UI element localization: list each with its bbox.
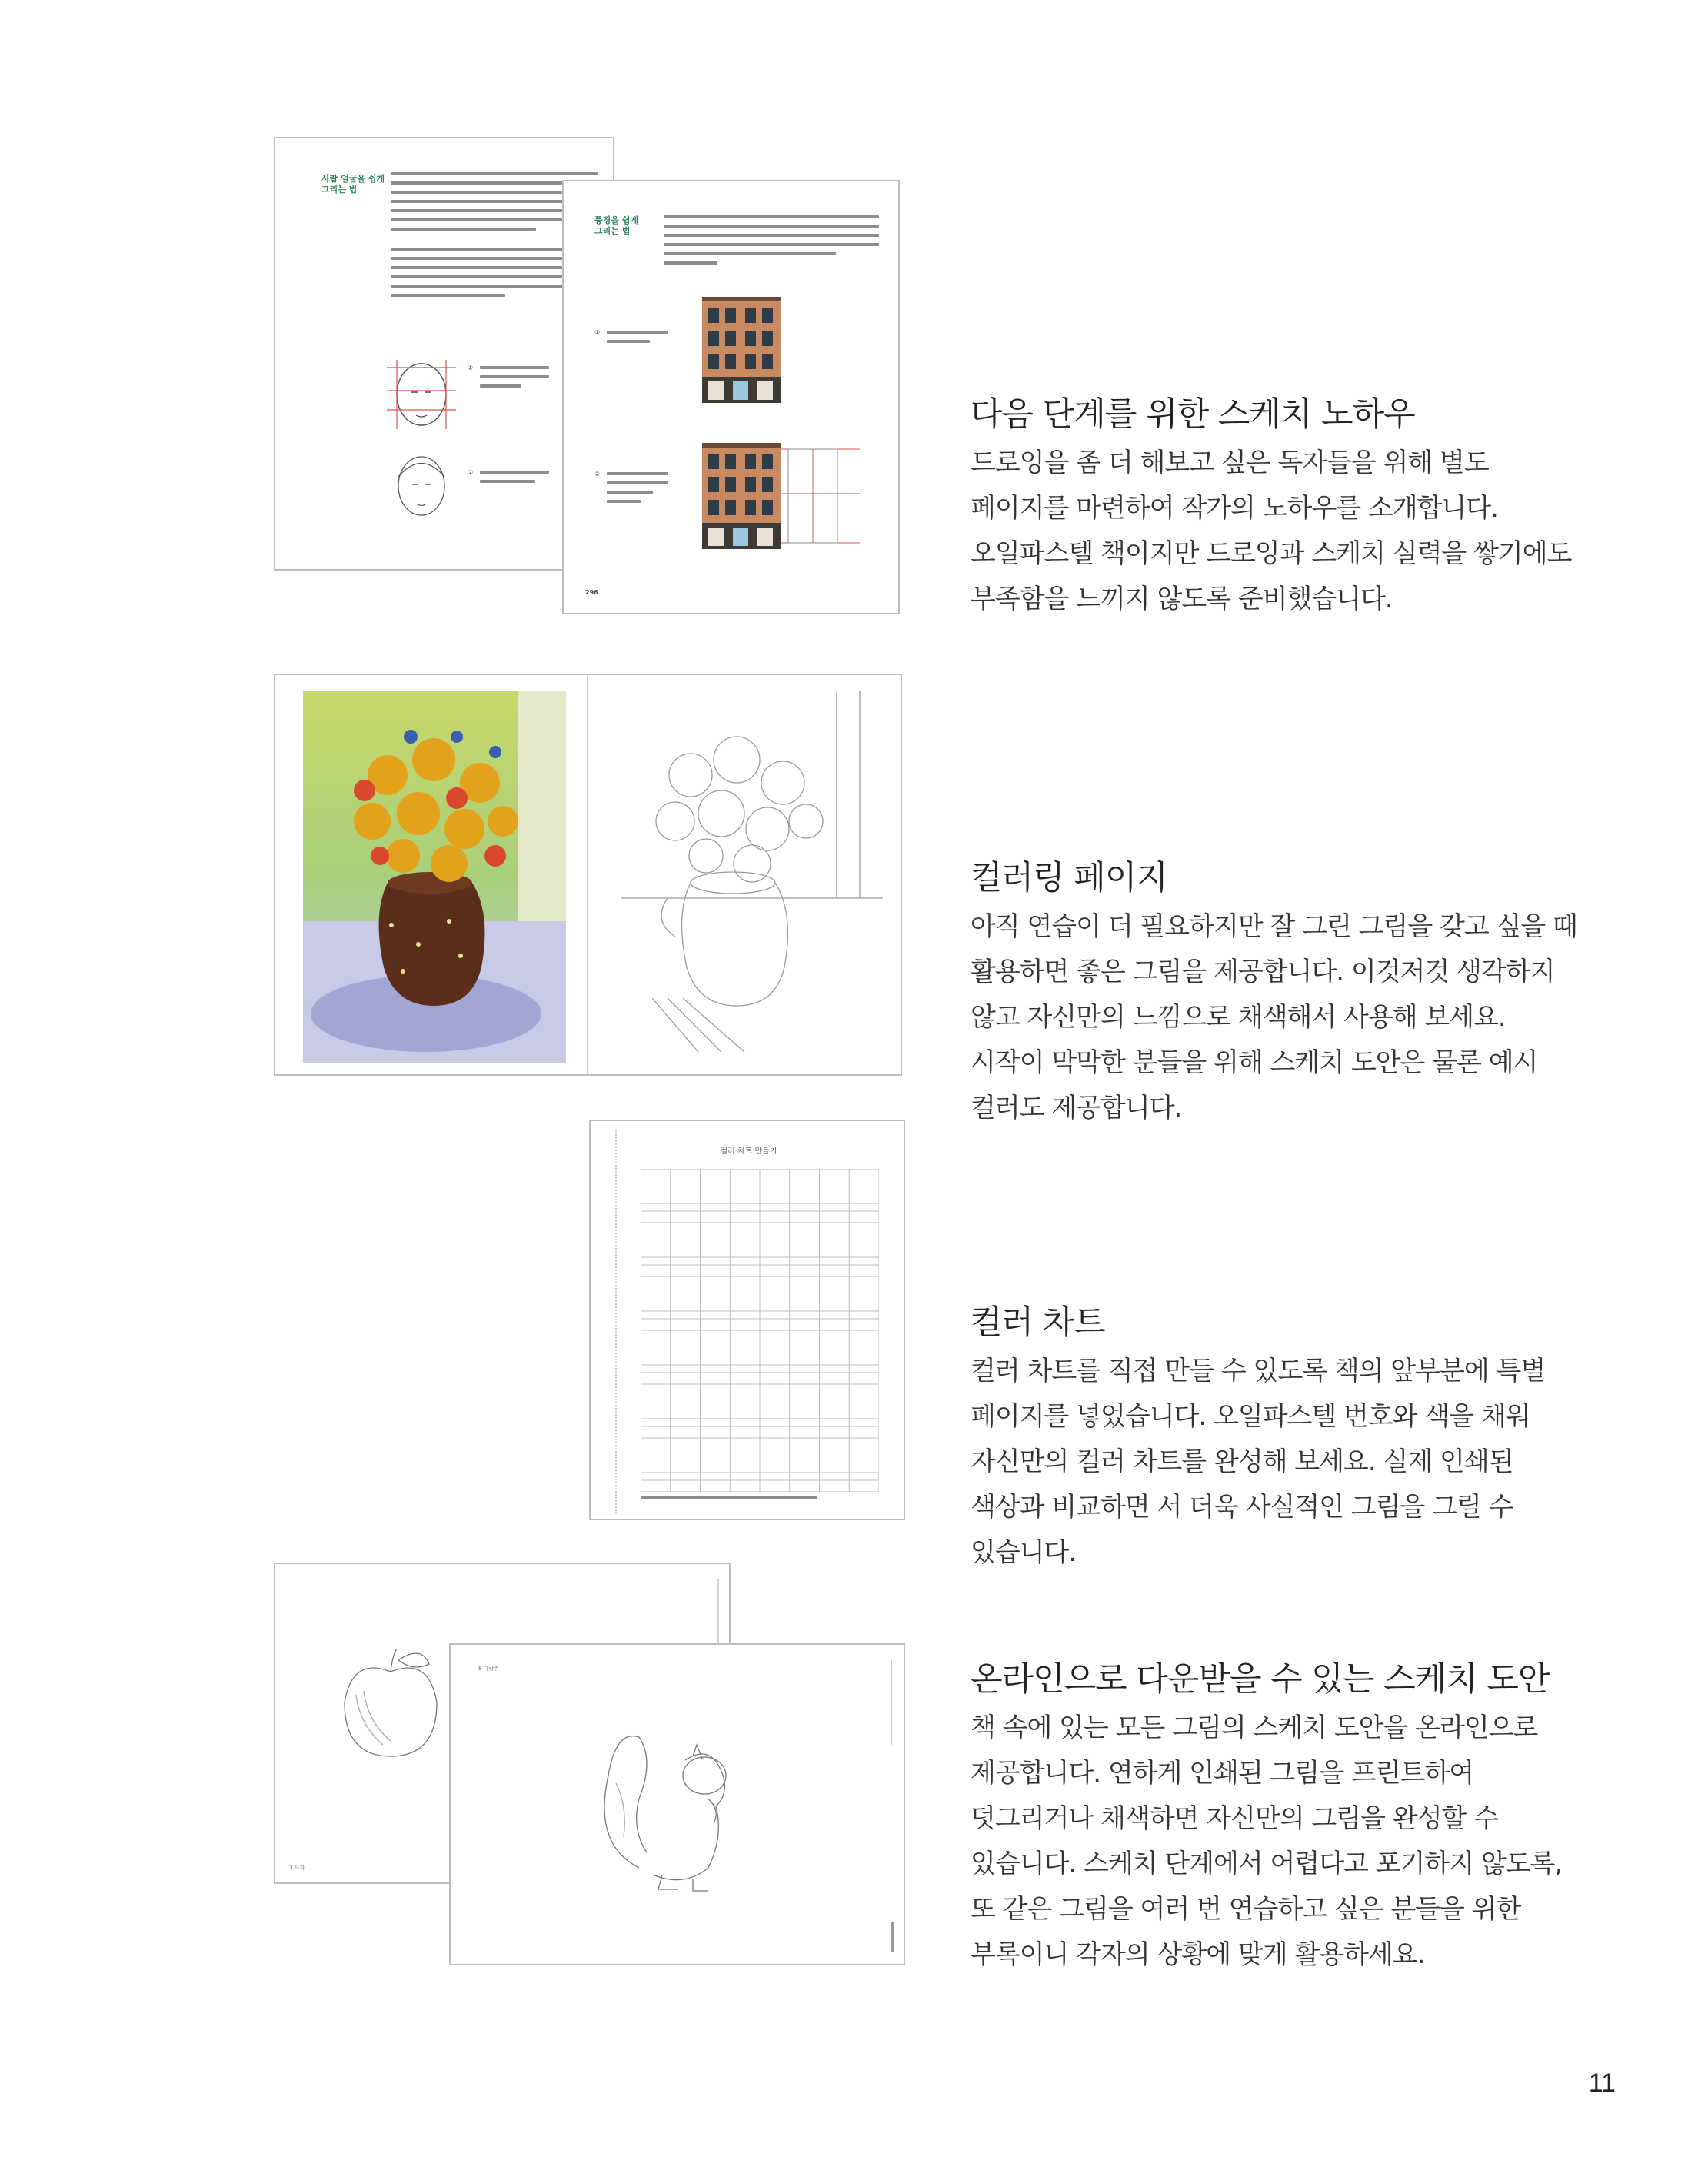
step-marker: ② <box>468 469 474 476</box>
step-marker: ① <box>468 364 474 371</box>
landscape-guide-heading: 풍경을 쉽게 그리는 법 <box>594 215 638 236</box>
page-number: 11 <box>1588 2069 1616 2098</box>
building-photo <box>702 297 781 403</box>
apple-caption: 3 사과 <box>289 1865 305 1871</box>
text-block <box>664 215 879 271</box>
sketch-guide-heading: 사람 얼굴을 쉽게 그리는 법 <box>321 174 385 195</box>
page-tab <box>891 1922 894 1952</box>
flower-vase-painting <box>303 691 566 1063</box>
page-gutter-line <box>615 1129 617 1513</box>
apple-sketch <box>337 1649 444 1764</box>
step-text <box>480 366 549 394</box>
color-chart-title: 컬러 차트 만들기 <box>720 1147 777 1156</box>
flower-vase-outline <box>606 691 891 1063</box>
step-marker: ② <box>594 471 601 478</box>
spread-divider <box>587 675 588 1076</box>
section-body-download: 책 속에 있는 모든 그림의 스케치 도안을 온라인으로 제공합니다. 연하게 인쇄된 그림을 프린트하여 덧그리거나 채색하면 자신만의 그림을 완성할 수 있습니다. 스케치 단계에서 어렵다고 포기하지 않도록, 또 같은 그림을 여러 번 연습하고 싶은 분들을 위한 부록이니 각자의 상황에 맞게 활용하세요. <box>971 1712 1563 1970</box>
step-text <box>607 472 668 509</box>
color-chart-page <box>589 1120 905 1520</box>
section-title-sketch-knowhow: 다음 단계를 위한 스케치 노하우 <box>971 395 1415 434</box>
section-body-color-chart: 컬러 차트를 직접 만들 수 있도록 책의 앞부분에 특별 페이지를 넣었습니다. 오일파스텔 번호와 색을 채워 자신만의 컬러 차트를 완성해 보세요. 실제 인쇄된 색상과 비교하면 서 더욱 사실적인 그림을 그릴 수 있습니다. <box>971 1356 1546 1568</box>
color-chart-grid <box>641 1169 879 1492</box>
squirrel-sketch <box>593 1714 747 1899</box>
section-body-sketch-knowhow: 드로잉을 좀 더 해보고 싶은 독자들을 위해 별도 페이지를 마련하여 작가의 노하우를 소개합니다. 오일파스텔 책이지만 드로잉과 스케치 실력을 쌓기에도 부족함을 느끼지 않도록 준비했습니다. <box>971 448 1572 614</box>
squirrel-caption: 8 다람쥐 <box>478 1666 499 1672</box>
sketch-guide-page-right <box>562 180 900 614</box>
section-title-download: 온라인으로 다운받을 수 있는 스케치 도안 <box>971 1660 1550 1699</box>
coloring-page-spread <box>274 674 902 1076</box>
page-number-thumb: 296 <box>585 589 598 596</box>
download-sketch-page-squirrel <box>449 1643 905 1965</box>
section-title-color-chart: 컬러 차트 <box>971 1303 1105 1342</box>
step-text <box>480 471 549 489</box>
section-title-coloring: 컬러링 페이지 <box>971 859 1167 897</box>
step-text <box>607 331 668 349</box>
building-photo-with-guides <box>702 443 864 549</box>
chart-footnote <box>641 1496 817 1505</box>
section-body-coloring: 아직 연습이 더 필요하지만 잘 그린 그림을 갖고 싶을 때 활용하면 좋은 그림을 제공합니다. 이것저것 생각하지 않고 자신만의 느낌으로 채색해서 사용해 보세요. 시작이 막막한 분들을 위해 스케치 도안은 물론 예시 컬러도 제공합니다. <box>971 911 1577 1123</box>
face-sketch-illustration <box>383 446 460 523</box>
step-marker: ① <box>594 329 601 336</box>
vertical-note <box>891 1660 892 1745</box>
face-front-illustration <box>379 352 464 437</box>
